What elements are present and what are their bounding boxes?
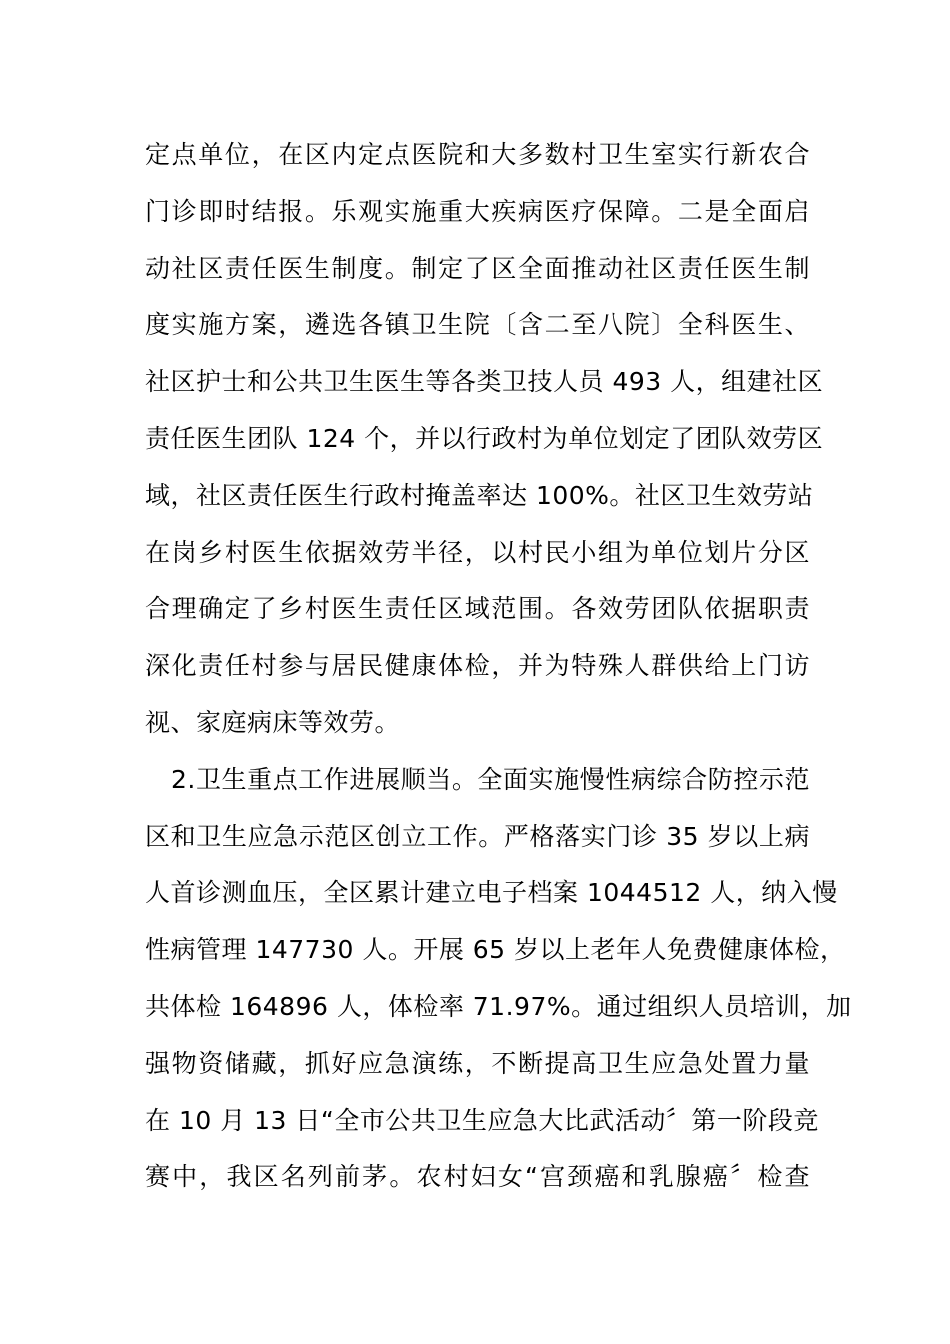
text-line: 度实施方案，遴选各镇卫生院〔含二至八院〕全科医生、 [145,310,810,340]
text-line: 视、家庭病床等效劳。 [145,707,401,737]
text-line: 在 10 月 13 日“全市公共卫生应急大比武活动〞第一阶段竞 [145,1105,819,1135]
text-line: 强物资储藏，抓好应急演练，不断提高卫生应急处置力量 [145,1048,810,1078]
text-line: 人首诊测血压，全区累计建立电子档案 1044512 人，纳入慢 [145,878,838,908]
text-line: 责任医生团队 124 个，并以行政村为单位划定了团队效劳区 [145,423,824,453]
text-line: 赛中，我区名列前茅。农村妇女“宫颈癌和乳腺癌〞检查 [145,1162,810,1192]
text-line: 共体检 164896 人，体检率 71.97%。通过组织人员培训，加 [145,991,852,1021]
body-text [145,127,852,1206]
text-line: 区和卫生应急示范区创立工作。严格落实门诊 35 岁以上病 [145,821,810,851]
text-line: 动社区责任医生制度。制定了区全面推动社区责任医生制 [145,253,810,283]
text-line: 深化责任村参与居民健康体检，并为特殊人群供给上门访 [145,651,810,681]
text-line: 定点单位，在区内定点医院和大多数村卫生室实行新农合 [145,140,810,169]
text-line: 域，社区责任医生行政村掩盖率达 100%。社区卫生效劳站 [145,480,814,510]
text-line: 在岗乡村医生依据效劳半径，以村民小组为单位划片分区 [145,537,810,567]
text-line: 社区护士和公共卫生医生等各类卫技人员 493 人，组建社区 [145,367,824,397]
text-line: 性病管理 147730 人。开展 65 岁以上老年人免费健康体检， [145,935,846,965]
text-line: 2.卫生重点工作进展顺当。全面实施慢性病综合防控示范 [171,764,810,794]
text-line: 门诊即时结报。乐观实施重大疾病医疗保障。二是全面启 [145,196,810,226]
text-line: 合理确定了乡村医生责任区域范围。各效劳团队依据职责 [145,594,810,624]
